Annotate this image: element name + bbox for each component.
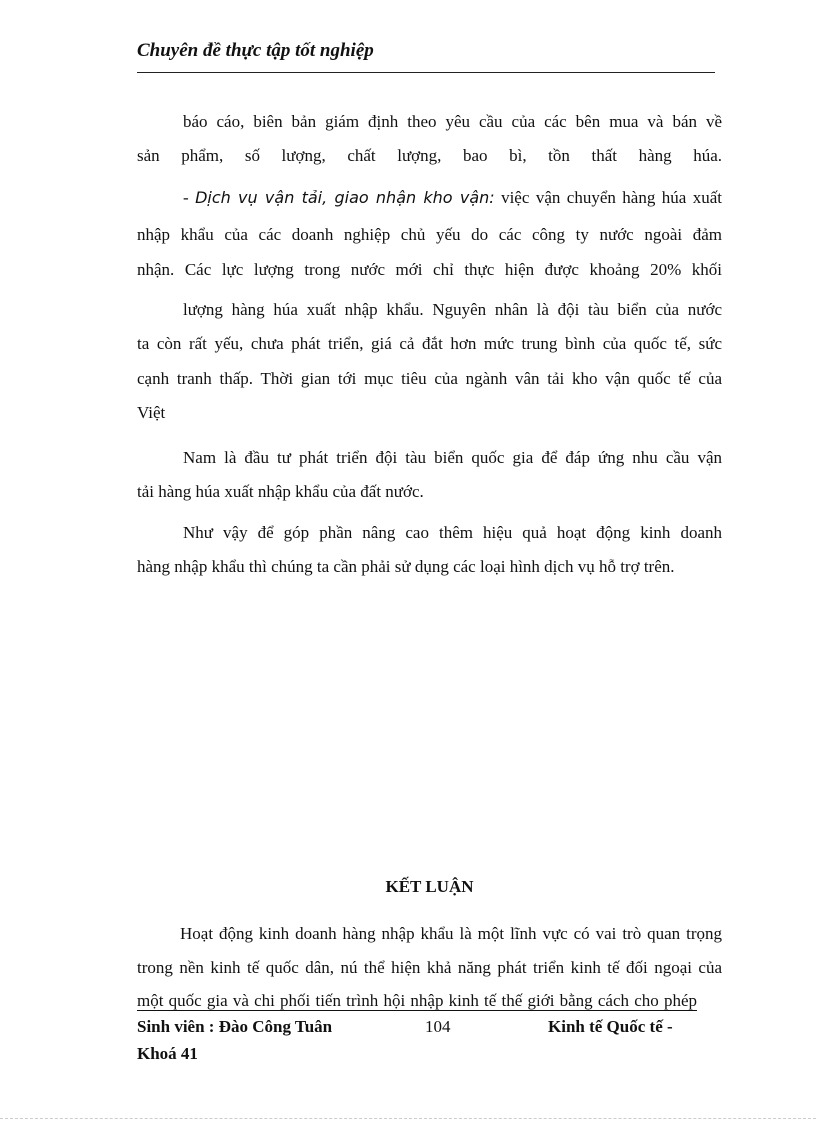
body-line-12: Như vậy để góp phần nâng cao thêm hiệu quả hoạt động kinh doanh xyxy=(183,523,722,542)
body-line-11: tải hàng húa xuất nhập khẩu của đất nước. xyxy=(137,482,424,501)
conclusion-line-3-text: một quốc gia và chi phối tiến trình hội nhập kinh tế thế giới bằng cách cho phép xyxy=(137,991,697,1010)
body-line-7: ta còn rất yếu, chưa phát triển, giá cả đắt hơn mức trung bình của quốc tế, sức xyxy=(137,334,722,353)
body-line-3 xyxy=(183,188,722,208)
conclusion-heading: KẾT LUẬN xyxy=(385,877,474,896)
body-line-8: cạnh tranh thấp. Thời gian tới mục tiêu của ngành vân tải kho vận quốc tế của xyxy=(137,369,722,388)
italic-term: Dịch vụ vận tải, giao nhận kho vận: xyxy=(195,188,495,207)
body-line-1: báo cáo, biên bản giám định theo yêu cầu của các bên mua và bán về xyxy=(183,112,722,131)
page-header-title: Chuyên đề thực tập tốt nghiệp xyxy=(137,40,374,61)
body-line-9: Việt xyxy=(137,403,166,422)
dash-prefix: - xyxy=(183,188,196,207)
page-bottom-border xyxy=(0,1118,816,1119)
body-line-13: hàng nhập khẩu thì chúng ta cần phải sử dụng các loại hình dịch vụ hỗ trợ trên. xyxy=(137,557,675,576)
conclusion-line-1: Hoạt động kinh doanh hàng nhập khẩu là một lĩnh vực có vai trò quan trọng xyxy=(180,924,722,943)
body-line-10: Nam là đầu tư phát triển đội tàu biển quốc gia để đáp ứng nhu cầu vận xyxy=(183,448,722,467)
footer-course: Khoá 41 xyxy=(137,1044,198,1063)
footer-page-number: 104 xyxy=(425,1017,451,1036)
body-line-4: nhập khẩu của các doanh nghiệp chủ yếu do các công ty nước ngoài đảm xyxy=(137,225,722,244)
body-line-5: nhận. Các lực lượng trong nước mới chỉ thực hiện được khoảng 20% khối xyxy=(137,260,722,279)
header-divider xyxy=(137,72,715,73)
body-line-6: lượng hàng húa xuất nhập khẩu. Nguyên nhân là đội tàu biển của nước xyxy=(183,300,722,319)
conclusion-line-2: trong nền kinh tế quốc dân, nú thể hiện khả năng phát triển kinh tế đối ngoại của xyxy=(137,958,722,977)
body-line-3-rest: việc vận chuyển hàng húa xuất xyxy=(494,188,722,207)
conclusion-line-3 xyxy=(137,991,697,1011)
footer-student: Sinh viên : Đào Công Tuân xyxy=(137,1017,333,1036)
body-line-2: sản phẩm, số lượng, chất lượng, bao bì, tồn thất hàng húa. xyxy=(137,146,722,165)
footer-major: Kinh tế Quốc tế - xyxy=(548,1017,673,1036)
